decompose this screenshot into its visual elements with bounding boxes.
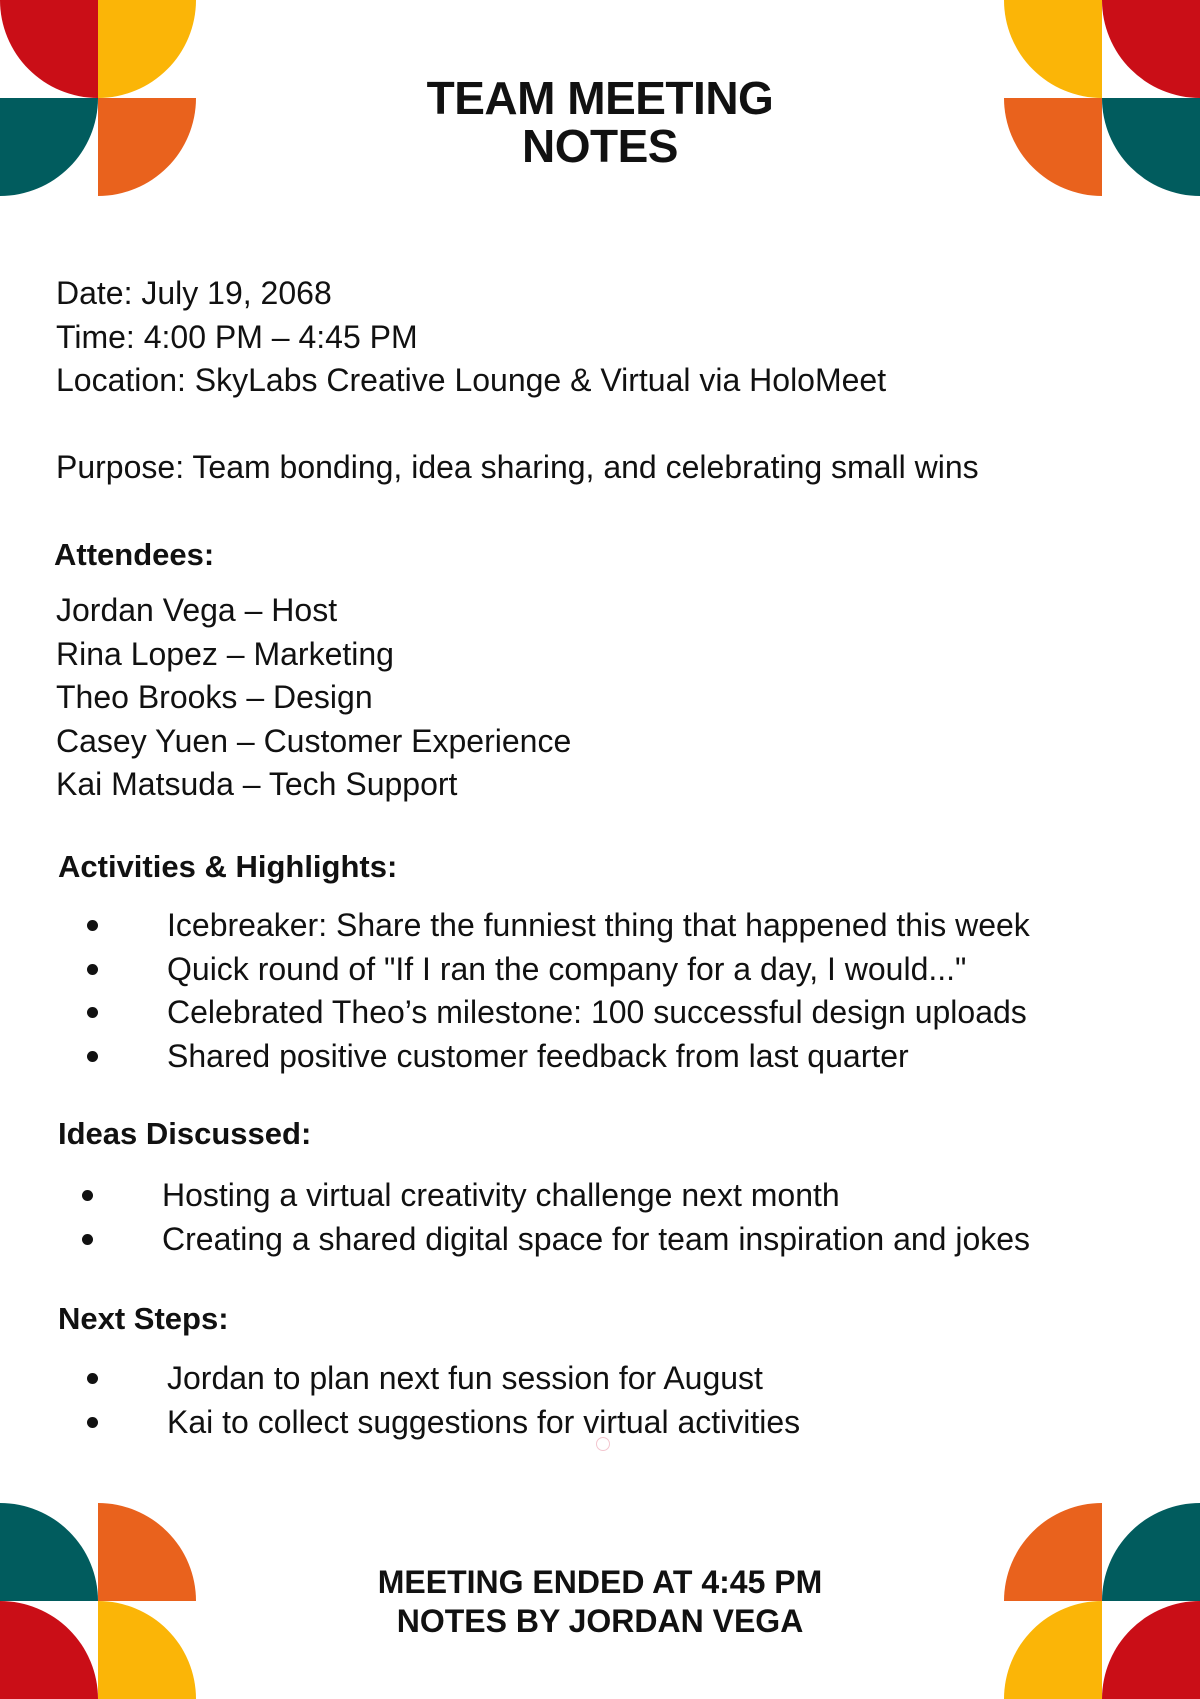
quarter-circle-teal: [1102, 98, 1200, 196]
idea-item: Hosting a virtual creativity challenge next month: [162, 1174, 1030, 1218]
quarter-circle-red: [1102, 0, 1200, 98]
spacer: [56, 403, 979, 447]
footer-line-1: MEETING ENDED AT 4:45 PM: [377, 1564, 823, 1600]
meeting-details: [56, 272, 979, 490]
quarter-circle-yellow: [1004, 0, 1102, 98]
next-steps-list: [167, 1357, 800, 1444]
corner-decoration-top-left: [0, 0, 196, 196]
footer: [300, 1563, 900, 1641]
footer-line-2: NOTES BY JORDAN VEGA: [396, 1603, 804, 1639]
page-title: [300, 74, 900, 170]
ideas-heading: Ideas Discussed:: [58, 1116, 312, 1151]
activity-item: Quick round of "If I ran the company for a day, I would...": [167, 948, 1030, 992]
attendee-item: Casey Yuen – Customer Experience: [56, 722, 572, 759]
quarter-circle-red: [0, 1601, 98, 1699]
activity-item: Icebreaker: Share the funniest thing that happened this week: [167, 904, 1030, 948]
quarter-circle-orange: [98, 98, 196, 196]
attendee-item: Kai Matsuda – Tech Support: [56, 766, 458, 802]
quarter-circle-orange: [1004, 1503, 1102, 1601]
quarter-circle-teal: [1102, 1503, 1200, 1601]
attendee-item: Theo Brooks – Design: [56, 679, 373, 715]
attendee-item: Rina Lopez – Marketing: [56, 635, 394, 672]
idea-item: Creating a shared digital space for team inspiration and jokes: [162, 1218, 1030, 1262]
quarter-circle-teal: [0, 98, 98, 196]
activities-heading: Activities & Highlights:: [58, 849, 398, 884]
attendees-heading: Attendees:: [54, 537, 215, 572]
next-steps-heading: Next Steps:: [58, 1301, 229, 1336]
quarter-circle-orange: [98, 1503, 196, 1601]
quarter-circle-red: [0, 0, 98, 98]
quarter-circle-yellow: [98, 0, 196, 98]
quarter-circle-red: [1102, 1601, 1200, 1699]
ideas-list: [162, 1174, 1030, 1261]
quarter-circle-orange: [1004, 98, 1102, 196]
meeting-time: Time: 4:00 PM – 4:45 PM: [56, 318, 418, 355]
next-step-item: Jordan to plan next fun session for August: [167, 1357, 800, 1401]
corner-decoration-bottom-right: [1004, 1503, 1200, 1699]
next-step-item: Kai to collect suggestions for virtual activities: [167, 1401, 800, 1445]
meeting-purpose: Purpose: Team bonding, idea sharing, and celebrating small wins: [56, 449, 979, 485]
quarter-circle-teal: [0, 1503, 98, 1601]
activities-list: [167, 904, 1030, 1078]
corner-decoration-bottom-left: [0, 1503, 196, 1699]
meeting-date: Date: July 19, 2068: [56, 275, 332, 311]
attendees-list: [56, 589, 571, 807]
quarter-circle-yellow: [1004, 1601, 1102, 1699]
attendee-item: Jordan Vega – Host: [56, 592, 338, 628]
quarter-circle-yellow: [98, 1601, 196, 1699]
activity-item: Shared positive customer feedback from last quarter: [167, 1035, 1030, 1079]
title-line-1: TEAM MEETING: [426, 72, 774, 124]
title-line-2: NOTES: [522, 120, 678, 172]
cursor-indicator: [596, 1437, 610, 1451]
corner-decoration-top-right: [1004, 0, 1200, 196]
meeting-location: Location: SkyLabs Creative Lounge & Virtual via HoloMeet: [56, 362, 887, 398]
activity-item: Celebrated Theo’s milestone: 100 successful design uploads: [167, 991, 1030, 1035]
